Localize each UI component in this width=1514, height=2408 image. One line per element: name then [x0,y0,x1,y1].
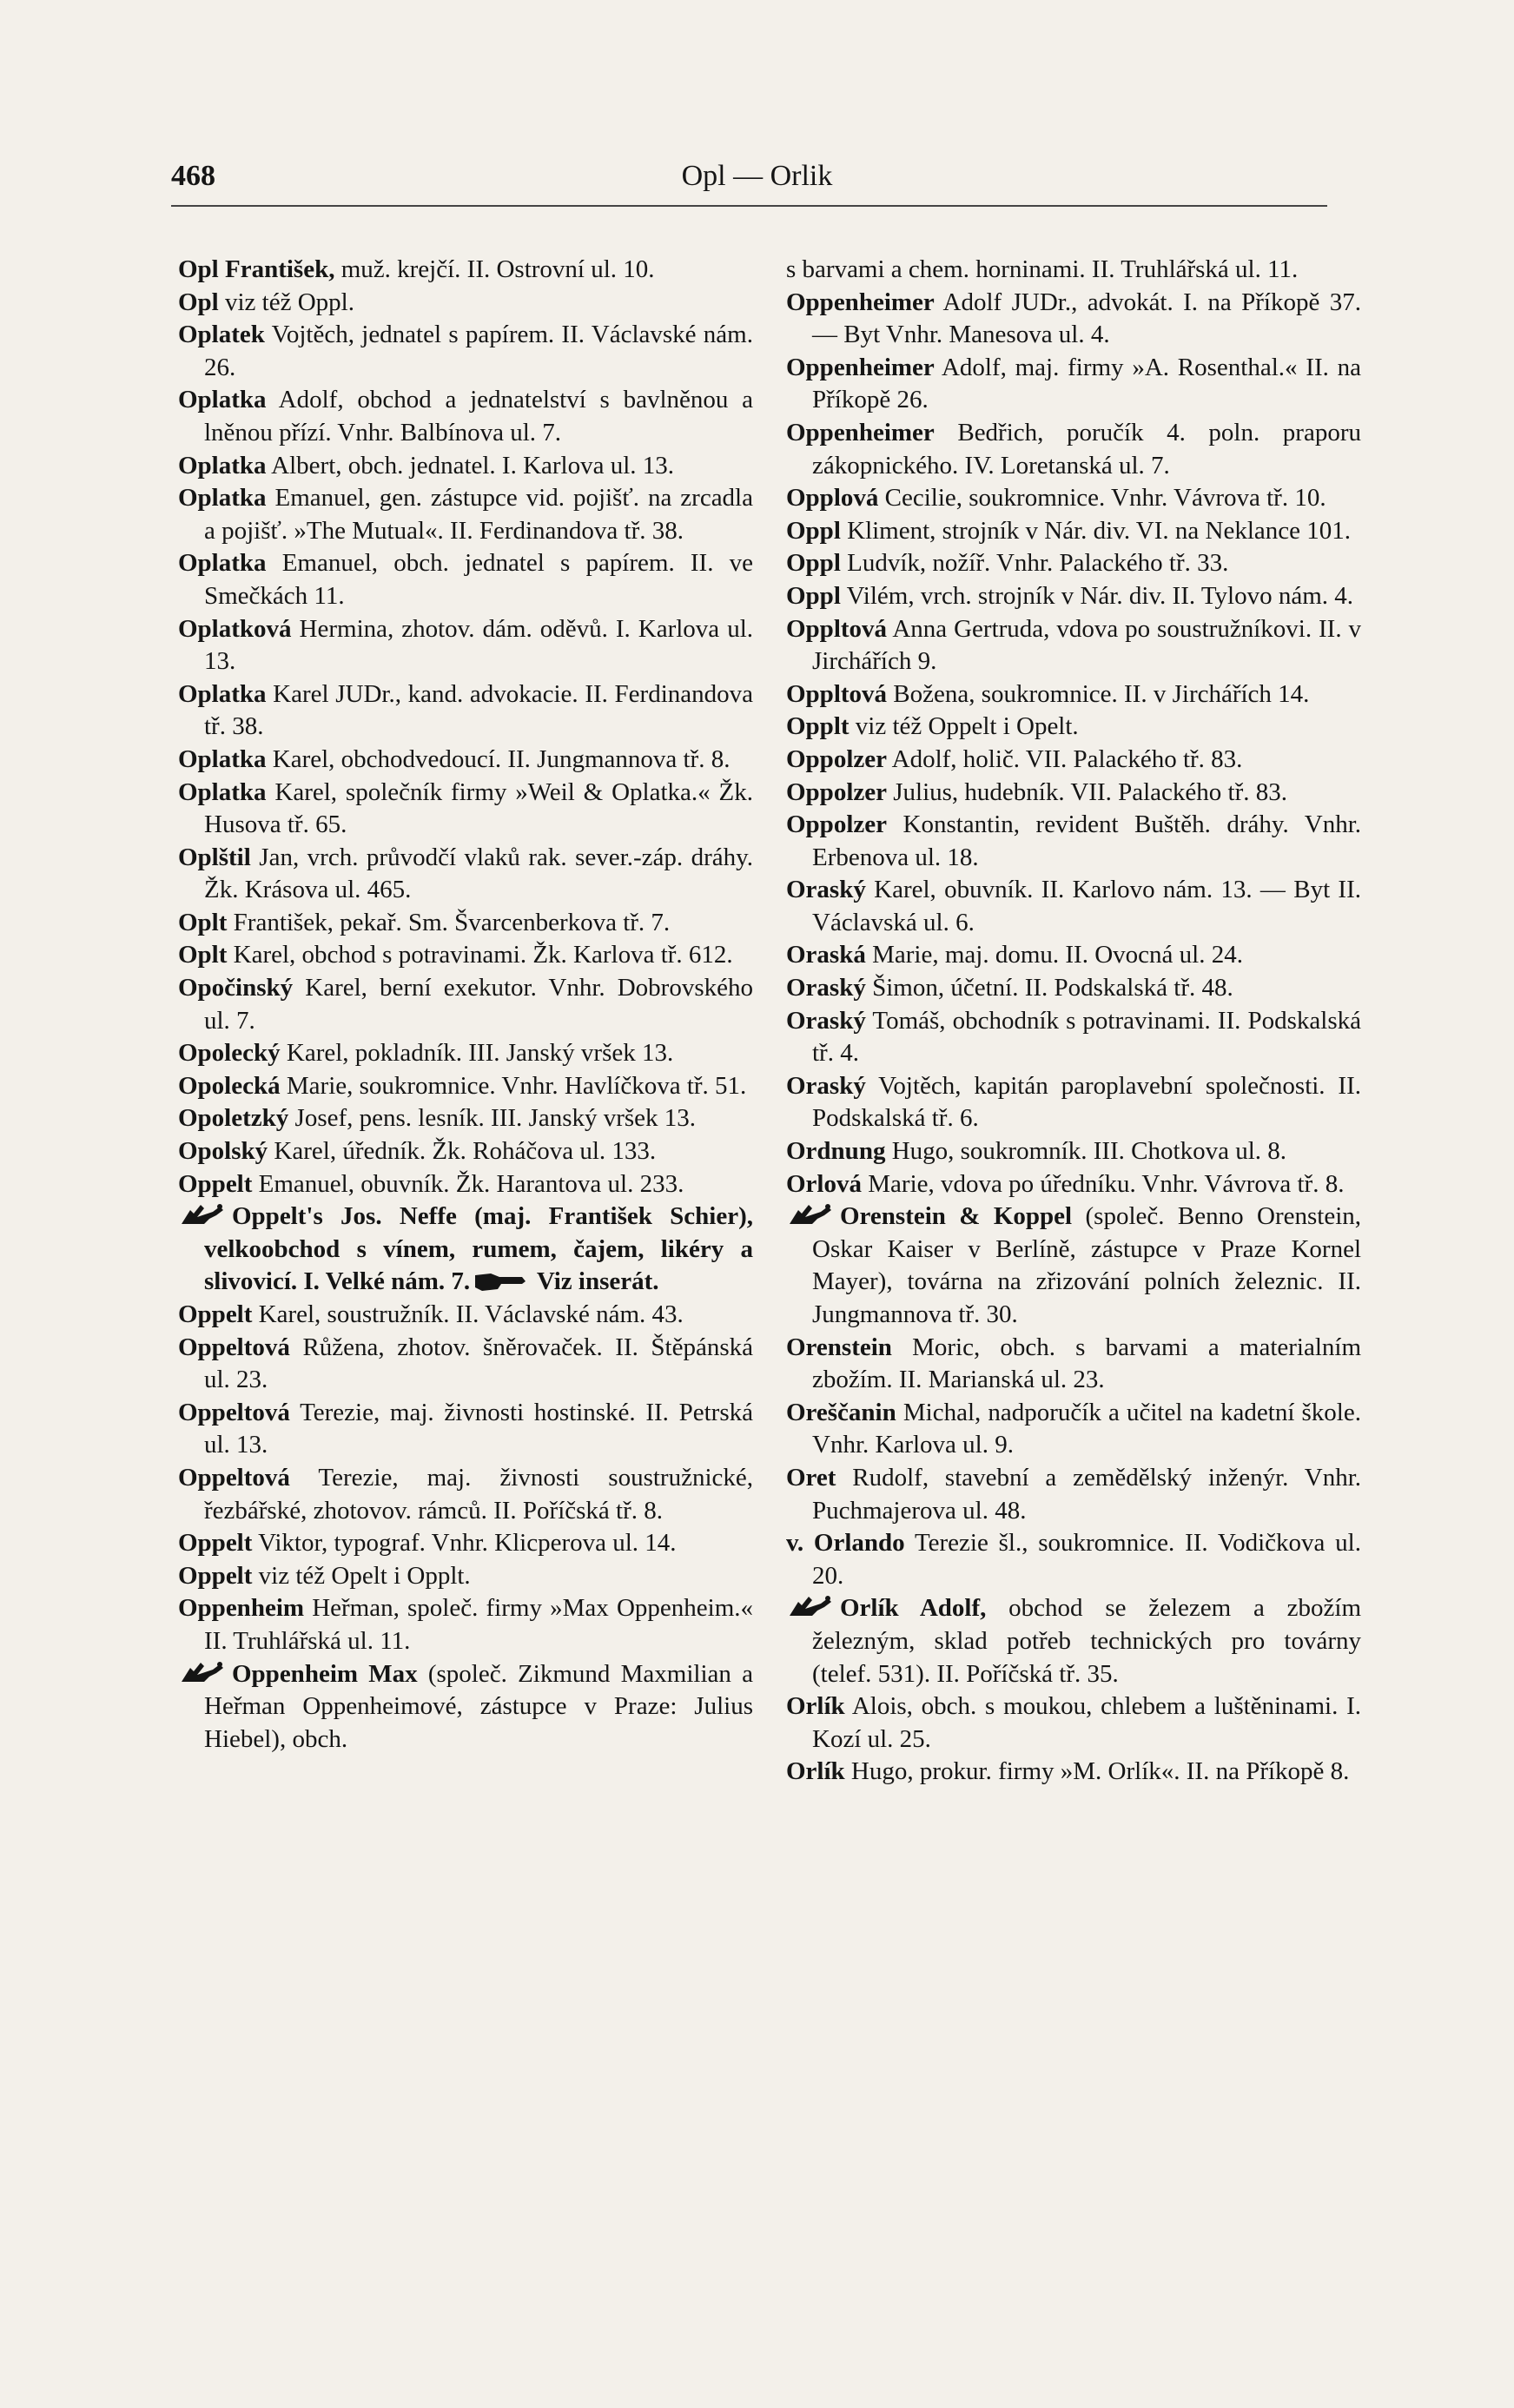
entry-name: Oppeltová [178,1463,290,1492]
directory-entry [178,319,753,384]
right-column [786,254,1361,1789]
entry-name: Oppelt [178,1529,253,1558]
entry-details: Karel, obchodvedoucí. II. Jungmannova tř. 8. [266,744,731,773]
directory-entry [786,1168,1361,1201]
entry-details: Vojtěch, jednatel s papírem. II. Václavské nám. 26. [204,321,753,381]
entry-name: Oraský [786,1006,866,1035]
entry-name: Oppl [786,549,841,578]
entry-details: Adolf, maj. firmy »A. Rosenthal.« II. na Příkopě 26. [812,353,1361,414]
entry-name: Oreščanin [786,1398,896,1426]
entry-name: Oppltová [786,614,888,643]
directory-entry [786,482,1361,515]
entry-name: Orlová [786,1169,862,1198]
entry-name: Oppolzer [786,744,887,773]
entry-details: Tomáš, obchodník s potravinami. II. Podskalská tř. 4. [812,1006,1361,1068]
directory-entry [178,1168,753,1201]
entry-name: Oplatka [178,451,267,480]
entry-name: Oppolzer [786,777,887,806]
entry-details: viz též Oppl. [218,288,354,316]
entry-details: Růžena, zhotov. šněrovaček. II. Štěpánská ul. 23. [204,1333,753,1394]
entry-name: Oppl [786,516,841,545]
entry-name: Opolecký [178,1039,281,1068]
entry-name: v. Orlando [786,1529,905,1558]
directory-entry [178,842,753,907]
header-rule [171,205,1327,207]
entry-details: Marie, soukromnice. Vnhr. Havlíčkova tř. 51. [280,1071,747,1100]
entry-name: Oppeltová [178,1398,290,1426]
entry-name: Opočinský [178,974,294,1002]
entry-details: Adolf, obchod a jednatelství s bavlněnou a lněnou přízí. Vnhr. Balbínova ul. 7. [204,386,753,447]
entry-name: Opolecká [178,1071,281,1100]
directory-entry [786,1201,1361,1331]
directory-entry [178,254,753,287]
directory-entry [178,482,753,547]
page-number: 468 [171,160,215,192]
directory-entry [786,580,1361,613]
entry-details: Konstantin, revident Buštěh. dráhy. Vnhr. Erbenova ul. 18. [812,810,1361,871]
directory-entry [178,1299,753,1332]
entry-name: Oplt [178,908,228,936]
running-head: Opl — Orlik [681,160,833,192]
entry-details: Bedřich, poručík 4. poln. praporu zákopnického. IV. Loretanská ul. 7. [812,418,1361,480]
directory-entry [178,777,753,842]
entry-details: Rudolf, stavební a zemědělský inženýr. Vnhr. Puchmajerova ul. 48. [812,1463,1361,1525]
entry-name: Oppltová [786,679,888,708]
entry-name: Oplštil [178,843,251,871]
directory-entry [786,352,1361,417]
entry-details: Cecilie, soukromnice. Vnhr. Vávrova tř. 10. [878,484,1326,513]
directory-entry [786,1527,1361,1592]
directory-entry [786,744,1361,777]
entry-details: Karel, berní exekutor. Vnhr. Dobrovského ul. 7. [204,974,753,1035]
directory-entry [786,809,1361,874]
directory-entry [786,972,1361,1005]
entry-details: Emanuel, obuvník. Žk. Harantova ul. 233. [252,1169,684,1198]
directory-entry [178,907,753,940]
directory-entry [178,1332,753,1397]
entry-name: Oppenheimer [786,353,935,381]
entry-name: Oppenheim Max [232,1659,418,1688]
entry-details: (maj. František Schier), velkoobchod s vínem, rumem, čajem, likéry a slivovicí. I. Velké nám. 7. [204,1202,753,1296]
entry-details: Vilém, vrch. strojník v Nár. div. II. Tylovo nám. 4. [840,581,1353,610]
directory-entry [178,1397,753,1462]
entry-details: Emanuel, obch. jednatel s papírem. II. ve Smečkách 11. [204,549,753,610]
entry-details: Vojtěch, kapitán paroplavební společnosti. II. Podskalská tř. 6. [812,1071,1361,1133]
directory-entry [786,1756,1361,1789]
entry-name: Oplatka [178,484,267,513]
entry-name: Oppenheimer [786,288,935,316]
entry-name: Opplt [786,712,850,741]
entry-details: Karel, obchod s potravinami. Žk. Karlova tř. 612. [227,941,733,969]
directory-entry [178,287,753,320]
entry-name: Opolský [178,1137,268,1166]
directory-entry [178,1102,753,1135]
directory-entry [786,874,1361,939]
entry-name: Oplatková [178,614,292,643]
entry-name: Oppeltová [178,1333,290,1361]
entry-name: Oplt [178,941,228,969]
directory-entry [786,1135,1361,1168]
entry-details: Karel, společník firmy »Weil & Oplatka.« Žk. Husova tř. 65. [204,777,753,839]
entry-details: Terezie, maj. živnosti soustružnické, řezbářské, zhotovov. rámců. II. Poříčská tř. 8. [204,1463,753,1525]
entry-details: Marie, vdova po úředníku. Vnhr. Vávrova tř. 8. [862,1169,1345,1198]
directory-entry [178,1201,753,1299]
directory-entry [178,744,753,777]
entry-name: Oppl [786,581,841,610]
directory-entry [178,450,753,483]
entry-name: Opl František, [178,255,335,283]
entry-details: Albert, obch. jednatel. I. Karlova ul. 13. [266,451,675,480]
entry-details: (společ. Benno Orenstein, Oskar Kaiser v Berlíně, zástupce v Praze Kornel Mayer), továrna na zřizování polních železnic. II. Jungmannova tř. 30. [812,1202,1362,1328]
entry-name: Orenstein [786,1333,892,1361]
entry-details: Heřman, společ. firmy »Max Oppenheim.« II. Truhlářská ul. 11. [204,1594,753,1655]
entry-name: Opoletzký [178,1104,289,1133]
pointing-finger-icon [473,1269,527,1292]
entry-name: Orlík Adolf, [840,1594,987,1623]
entry-details: Terezie šl., soukromnice. II. Vodičkova ul. 20. [812,1529,1361,1590]
entry-details: obchod se železem a zbožím železným, sklad potřeb technických pro továrny (telef. 531). II. Poříčská tř. 35. [812,1594,1362,1688]
entry-name: Oplatka [178,744,267,773]
directory-entry [786,613,1361,678]
directory-entry [786,547,1361,580]
directory-entry [178,1527,753,1560]
directory-entry [786,777,1361,810]
entry-details: Anna Gertruda, vdova po soustružníkovi. II. v Jirchářích 9. [812,614,1361,676]
directory-entry [178,678,753,744]
directory-entry [178,1070,753,1103]
directory-entry [178,1037,753,1070]
entry-details: Karel JUDr., kand. advokacie. II. Ferdinandova tř. 38. [204,679,753,741]
pointing-hand-icon [786,1593,835,1619]
directory-entry [178,1462,753,1527]
entry-name: Opl [178,288,219,316]
directory-entry [786,1690,1361,1756]
directory-entry [786,1397,1361,1462]
directory-entry [786,287,1361,352]
entry-details: Emanuel, gen. zástupce vid. pojišť. na zrcadla a pojišť. »The Mutual«. II. Ferdinandova tř. 38. [204,484,753,545]
entry-details: Karel, soustružník. II. Václavské nám. 43. [252,1300,684,1328]
entry-details: Ludvík, nožíř. Vnhr. Palackého tř. 33. [840,549,1229,578]
directory-entry [178,1592,753,1657]
entry-details: (společ. Zikmund Maxmilian a Heřman Oppenheimové, zástupce v Praze: Julius Hiebel), obch. [204,1659,754,1753]
entry-details: Alois, obch. s moukou, chlebem a luštěninami. I. Kozí ul. 25. [812,1692,1361,1753]
entry-name: Oppenheim [178,1594,305,1623]
entry-name: Oppolzer [786,810,887,839]
directory-entry [178,972,753,1037]
entry-details: Karel, obuvník. II. Karlovo nám. 13. — Byt II. Václavská ul. 6. [812,876,1361,936]
entry-name: Oret [786,1463,836,1492]
entry-name: Oplatka [178,679,267,708]
directory-entry [178,613,753,678]
entry-reference: Viz inserát. [531,1267,659,1296]
entry-name: Oppenheimer [786,418,935,447]
entry-details: Julius, hudebník. VII. Palackého tř. 83. [887,777,1287,806]
entry-details: Šimon, účetní. II. Podskalská tř. 48. [865,974,1233,1002]
entry-name: Oplatka [178,386,267,414]
entry-name: Orlík [786,1692,845,1721]
entry-name: Ordnung [786,1137,886,1166]
entry-details: Terezie, maj. živnosti hostinské. II. Petrská ul. 13. [204,1398,753,1459]
entry-name: Oraský [786,876,866,904]
entry-name: Orenstein & Koppel [840,1202,1073,1231]
directory-entry [178,939,753,972]
entry-name: Oppelt [178,1169,253,1198]
directory-entry [786,678,1361,711]
entry-name: Oppelt's Jos. Neffe [232,1202,457,1231]
entry-details: Karel, pokladník. III. Janský vršek 13. [280,1039,674,1068]
directory-entry [786,417,1361,482]
entry-details: s barvami a chem. horninami. II. Truhlářská ul. 11. [786,255,1299,283]
directory-entry [786,711,1361,744]
entry-details: Hermina, zhotov. dám. oděvů. I. Karlova ul. 13. [204,614,753,676]
entry-name: Opplová [786,484,879,513]
entry-details: Marie, maj. domu. II. Ovocná ul. 24. [865,941,1243,969]
directory-entry [178,547,753,612]
directory-entry [786,1462,1361,1527]
directory-entry [178,1135,753,1168]
directory-entry [786,1005,1361,1070]
entry-details: Michal, nadporučík a učitel na kadetní škole. Vnhr. Karlova ul. 9. [812,1398,1361,1459]
entry-name: Oraská [786,941,866,969]
directory-entry [786,1070,1361,1135]
entry-details: Božena, soukromnice. II. v Jirchářích 14. [887,679,1310,708]
entry-name: Oplatka [178,549,267,578]
entry-details: Moric, obch. s barvami a materialním zbožím. II. Marianská ul. 23. [812,1333,1361,1394]
directory-entry [786,254,1361,287]
entry-details: Adolf JUDr., advokát. I. na Příkopě 37. — Byt Vnhr. Manesova ul. 4. [812,288,1361,349]
directory-entry [786,515,1361,548]
entry-details: muž. krejčí. II. Ostrovní ul. 10. [334,255,655,283]
entry-details: Hugo, soukromník. III. Chotkova ul. 8. [885,1137,1287,1166]
directory-entry [786,1332,1361,1397]
directory-entry [178,1560,753,1593]
entry-details: viz též Oppelt i Opelt. [849,712,1079,741]
left-column [178,254,753,1756]
entry-details: Viktor, typograf. Vnhr. Klicperova ul. 14. [252,1529,677,1558]
directory-entry [786,1592,1361,1690]
entry-name: Oplatka [178,777,267,806]
entry-name: Oraský [786,974,866,1002]
entry-name: Oppelt [178,1561,253,1590]
entry-details: Jan, vrch. průvodčí vlaků rak. sever.-záp. dráhy. Žk. Krásova ul. 465. [204,843,753,904]
entry-name: Oraský [786,1071,866,1100]
pointing-hand-icon [786,1201,835,1227]
entry-details: Hugo, prokur. firmy »M. Orlík«. II. na Příkopě 8. [844,1757,1350,1786]
entry-details: Kliment, strojník v Nár. div. VI. na Neklance 101. [840,516,1352,545]
directory-entry [178,1658,753,1756]
directory-entry [786,939,1361,972]
directory-entry [178,384,753,449]
entry-details: Adolf, holič. VII. Palackého tř. 83. [887,744,1243,773]
entry-details: František, pekař. Sm. Švarcenberkova tř. 7. [227,908,671,936]
entry-name: Oppelt [178,1300,253,1328]
entry-name: Oplatek [178,321,265,349]
entry-details: Josef, pens. lesník. III. Janský vršek 13. [288,1104,697,1133]
entry-name: Orlík [786,1757,845,1786]
entry-details: viz též Opelt i Opplt. [252,1561,471,1590]
entry-details: Karel, úředník. Žk. Roháčova ul. 133. [268,1137,657,1166]
pointing-hand-icon [178,1201,227,1227]
pointing-hand-icon [178,1659,227,1685]
